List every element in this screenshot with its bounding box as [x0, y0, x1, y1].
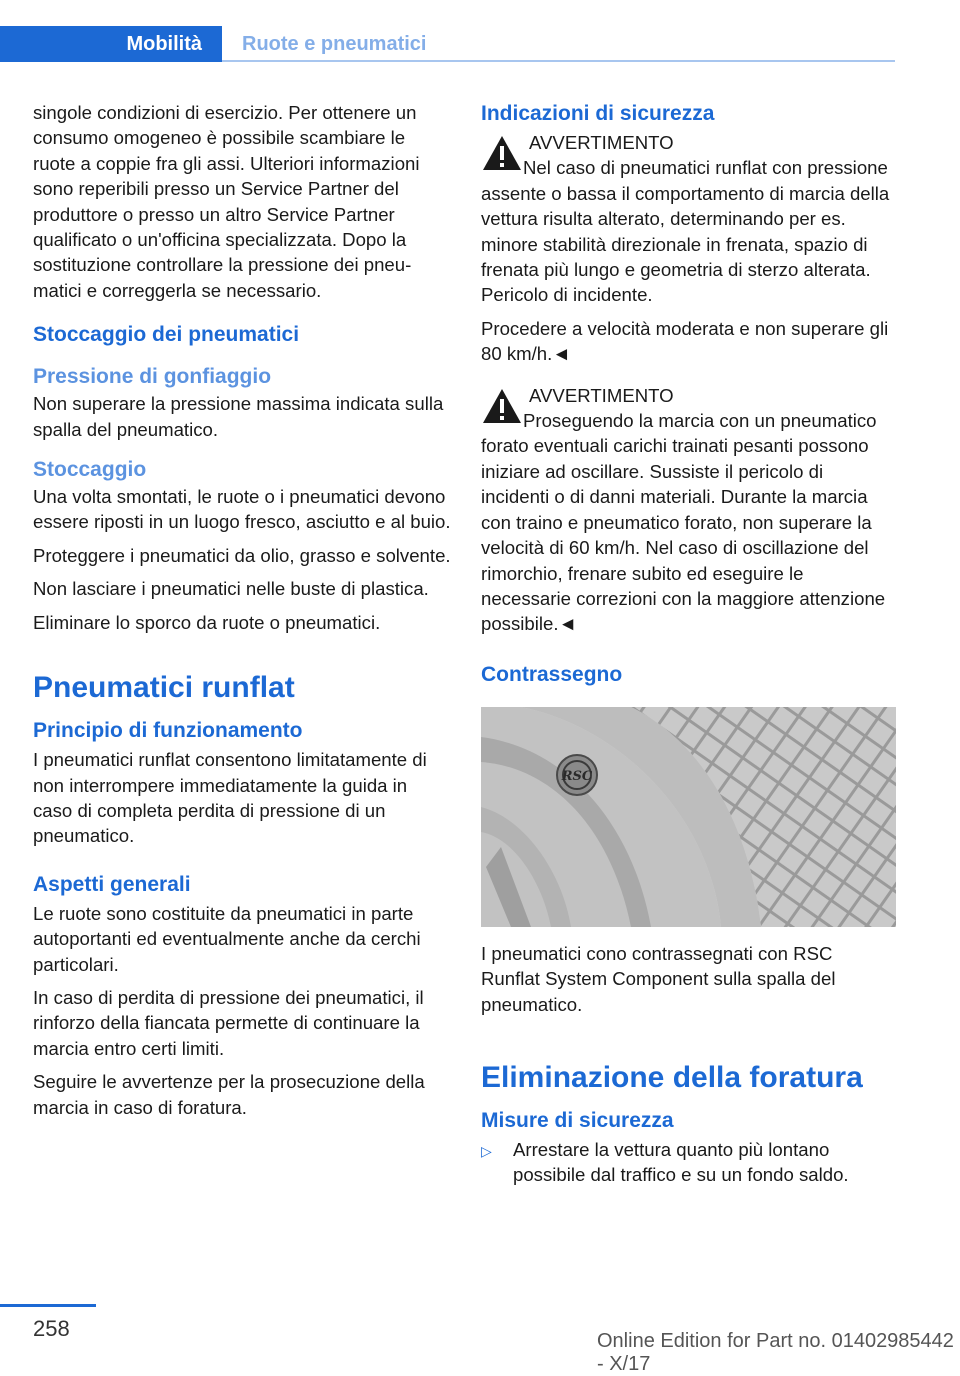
header-section-tab	[0, 26, 222, 62]
principle-heading: Principio di funzionamento	[33, 719, 303, 743]
stock-heading: Stoccaggio	[33, 458, 147, 482]
general-paragraph-3: Seguire le avvertenze per la prosecuzione della marcia in caso di foratura.	[33, 1071, 425, 1118]
warning-1-text: Nel caso di pneumatici runflat con pressione assente o bassa il comportamento di marcia della vettura risulta alterato, determinando per es. minore stabilità direzionale in frenata, spazio di frenata più lungo e geometria di sterzo alterata. Pericolo di incidente.	[481, 157, 890, 306]
runflat-heading: Pneumatici runflat	[33, 671, 295, 705]
storage-heading: Stoccaggio dei pneumatici	[33, 323, 300, 347]
tire-image	[481, 707, 896, 927]
stock-paragraph-1: Una volta smontati, le ruote o i pneumatici devono essere riposti in un luogo fresco, asciutto e al buio.	[33, 486, 451, 533]
safety-heading: Indicazioni di sicurezza	[481, 102, 715, 125]
principle-paragraph: I pneumatici runflat consentono limitatamente di non interrompere immediatamente la guida in caso di completa perdita di pressione di un pneumatico.	[33, 749, 427, 847]
warning-1-label: AVVERTIMENTO	[529, 132, 674, 153]
general-heading: Aspetti generali	[33, 872, 191, 896]
bullet-triangle-icon: ▷	[481, 1142, 492, 1159]
rsc-logo-text: RSC	[561, 768, 593, 784]
pressure-heading: Pressione di gonfiaggio	[33, 365, 272, 389]
warning-triangle-icon	[481, 387, 523, 425]
bullet-1-text: Arrestare la vettura quanto più lontano possibile dal traffico e su un fondo saldo.	[513, 1138, 849, 1186]
warning-1-action: Procedere a velocità moderata e non superare gli 80 km/h.◄	[481, 317, 889, 365]
general-paragraph-1: Le ruote sono costituite da pneumatici in parte autoportanti ed eventualmente anche da cerchi particolari.	[33, 902, 421, 975]
intro-paragraph: singole condizioni di esercizio. Per ottenere un consumo omogeneo è possibile scambiare le ruote a coppie fra gli assi. Ulteriori informazioni sono reperibili presso un Service Partner del produttore o presso un altro Service Partner qualificato o un'officina specializzata. Dopo la sostituzione controllare la pressione dei pneumatici e correggerla se necessario.	[33, 102, 420, 301]
marking-heading: Contrassegno	[481, 662, 623, 686]
list-item	[481, 1137, 896, 1188]
right-column	[481, 100, 896, 1188]
marking-paragraph: I pneumatici cono contrassegnati con RSC Runflat System Component sulla spalla del pneumatico.	[481, 942, 836, 1015]
measures-heading: Misure di sicurezza	[481, 1108, 674, 1132]
warning-2-label: AVVERTIMENTO	[529, 384, 674, 406]
header-rule	[222, 60, 895, 62]
warning-2-text: Proseguendo la marcia con un pneumatico forato eventuali carichi trainati pesanti possono iniziare ad oscillare. Sussiste il pericolo di incidenti o di danni materiali. Durante la marcia con traino e pneumatico forato, non superare la velocità di 60 km/h. Nel caso di oscillazione del rimorchio, frenare subito ed eseguire le necessarie correzioni con la maggiore attenzione possibile.◄	[481, 410, 886, 635]
header-section-label: Mobilità	[126, 32, 202, 55]
footer-edition: Online Edition for Part no. 01402985442 - X/17	[597, 1330, 954, 1375]
page-number: 258	[33, 1316, 70, 1341]
stock-paragraph-4: Eliminare lo sporco da ruote o pneumatici.	[33, 611, 381, 633]
puncture-heading: Eliminazione della foratura	[481, 1060, 863, 1094]
footer-rule	[0, 1304, 96, 1307]
warning-triangle-icon	[481, 134, 523, 172]
left-column	[33, 100, 451, 1128]
header-title: Ruote e pneumatici	[242, 32, 427, 55]
stock-paragraph-3: Non lasciare i pneumatici nelle buste di plastica.	[33, 578, 429, 600]
stock-paragraph-2: Proteggere i pneumatici da olio, grasso e solvente.	[33, 544, 451, 566]
pressure-paragraph: Non superare la pressione massima indicata sulla spalla del pneumatico.	[33, 393, 444, 440]
general-paragraph-2: In caso di perdita di pressione dei pneumatici, il rinforzo della fiancata permette di continuare la marcia entro certi limiti.	[33, 986, 424, 1059]
runflat-tire-illustration	[481, 707, 896, 927]
warning-block-2	[481, 383, 896, 637]
warning-block-1	[481, 130, 896, 367]
